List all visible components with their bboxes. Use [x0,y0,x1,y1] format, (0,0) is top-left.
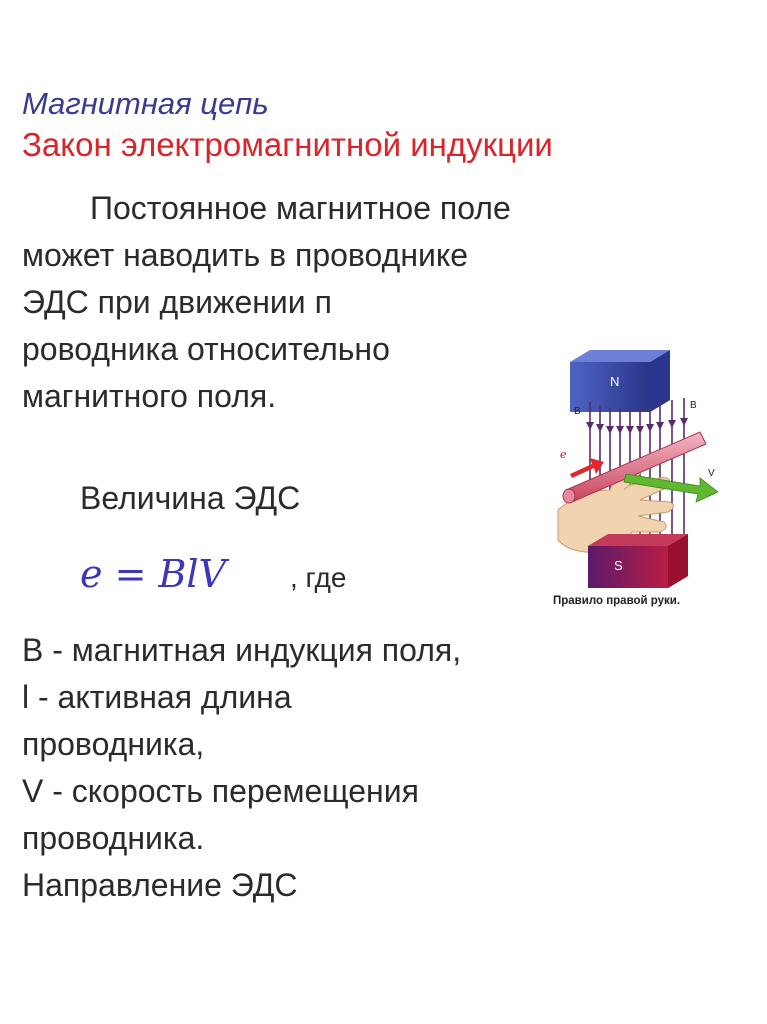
intro-line-3: ЭДС при движении п [22,284,332,320]
definition-b: В - магнитная индукция поля, [22,632,462,668]
south-pole-label: S [614,558,623,573]
north-magnet [570,350,670,412]
intro-line-5: магнитного поля. [22,378,277,414]
emf-label: e [560,448,567,461]
formula-suffix: , где [290,562,347,593]
field-label-left: B [574,406,581,417]
north-pole-label: N [610,374,620,389]
definition-v-cont: проводника. [22,820,205,856]
title-magnetic-circuit: Магнитная цепь [22,86,269,121]
emf-direction-heading: Направление ЭДС [22,867,298,903]
south-magnet [588,534,688,588]
definition-v: V - скорость перемещения [22,773,419,809]
definition-l-cont: проводника, [22,726,205,762]
emf-arrow [570,458,604,478]
emf-formula: e = BlV [80,552,227,596]
velocity-label: V [708,468,715,479]
intro-line-2: может наводить в проводнике [22,237,469,273]
definition-l: l - активная длина [22,679,292,715]
intro-line-1: Постоянное магнитное поле [90,190,511,226]
field-label-right: B [690,400,697,411]
right-hand-rule-illustration [540,340,755,620]
magnitude-label: Величина ЭДС [80,480,301,516]
intro-line-4: роводника относительно [22,331,390,367]
title-induction-law: Закон электромагнитной индукции [22,126,553,163]
figure-caption: Правило правой руки. [553,595,681,607]
